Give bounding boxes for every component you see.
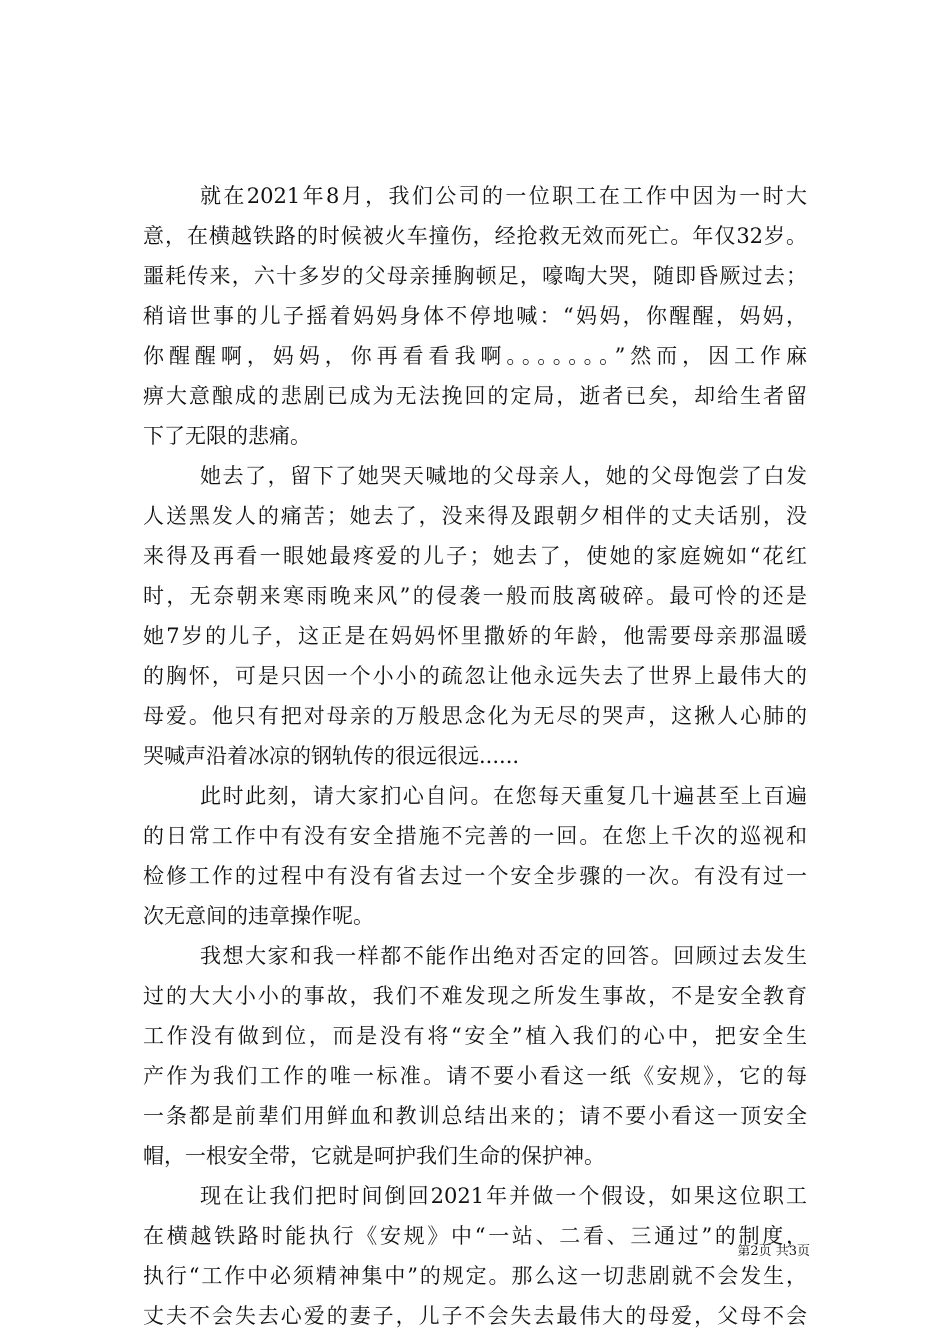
paragraph-2-line-5: 她7岁的儿子，这正是在妈妈怀里撒娇的年龄，他需要母亲那温暖 xyxy=(143,624,807,648)
paragraph-4-line-6: 帽，一根安全带，它就是呵护我们生命的保护神。 xyxy=(143,1144,605,1168)
paragraph-5-line-4: 丈夫不会失去心爱的妻子，儿子不会失去最伟大的母爱，父母不会 xyxy=(143,1304,807,1328)
paragraph-4-line-2: 过的大大小小的事故，我们不难发现之所发生事故，不是安全教育 xyxy=(143,984,807,1008)
paragraph-5-line-3: 执行“工作中必须精神集中”的规定。那么这一切悲剧就不会发生， xyxy=(143,1264,807,1288)
paragraph-2-line-6: 的胸怀，可是只因一个小小的疏忽让他永远失去了世界上最伟大的 xyxy=(143,664,807,688)
paragraph-1-line-4: 稍谙世事的儿子摇着妈妈身体不停地喊：“妈妈，你醒醒，妈妈， xyxy=(143,304,807,328)
paragraph-5-line-1: 现在让我们把时间倒回2021年并做一个假设，如果这位职工 xyxy=(200,1184,807,1208)
paragraph-3-line-2: 的日常工作中有没有安全措施不完善的一回。在您上千次的巡视和 xyxy=(143,824,807,848)
paragraph-5-line-2: 在横越铁路时能执行《安规》中“一站、二看、三通过”的制度， xyxy=(143,1224,807,1248)
paragraph-2-line-1: 她去了，留下了她哭天喊地的父母亲人，她的父母饱尝了白发 xyxy=(200,464,807,488)
paragraph-1-line-3: 噩耗传来，六十多岁的父母亲捶胸顿足，嚎啕大哭，随即昏厥过去； xyxy=(143,264,807,288)
paragraph-1-line-2: 意，在横越铁路的时候被火车撞伤，经抢救无效而死亡。年仅32岁。 xyxy=(143,224,807,248)
paragraph-4-line-1: 我想大家和我一样都不能作出绝对否定的回答。回顾过去发生 xyxy=(200,944,807,968)
paragraph-1-line-6: 痹大意酿成的悲剧已成为无法挽回的定局，逝者已矣，却给生者留 xyxy=(143,384,807,408)
paragraph-2-line-4: 时，无奈朝来寒雨晚来风”的侵袭一般而肢离破碎。最可怜的还是 xyxy=(143,584,807,608)
paragraph-1-line-7: 下了无限的悲痛。 xyxy=(143,424,311,448)
page-number-footer: 第2页 共3页 xyxy=(737,1244,810,1259)
paragraph-4-line-5: 一条都是前辈们用鲜血和教训总结出来的；请不要小看这一顶安全 xyxy=(143,1104,807,1128)
paragraph-2-line-8: 哭喊声沿着冰凉的钢轨传的很远很远...... xyxy=(143,744,520,768)
paragraph-3-line-3: 检修工作的过程中有没有省去过一个安全步骤的一次。有没有过一 xyxy=(143,864,807,888)
paragraph-1-line-5: 你醒醒啊，妈妈，你再看看我啊。。。。。。。”然而，因工作麻 xyxy=(143,344,807,368)
paragraph-4-line-3: 工作没有做到位，而是没有将“安全”植入我们的心中，把安全生 xyxy=(143,1024,807,1048)
paragraph-3-line-4: 次无意间的违章操作呢。 xyxy=(143,904,374,928)
paragraph-2-line-7: 母爱。他只有把对母亲的万般思念化为无尽的哭声，这揪人心肺的 xyxy=(143,704,807,728)
paragraph-2-line-3: 来得及再看一眼她最疼爱的儿子；她去了，使她的家庭婉如“花红 xyxy=(143,544,807,568)
paragraph-1-line-1: 就在2021年8月，我们公司的一位职工在工作中因为一时大 xyxy=(200,184,807,208)
paragraph-2-line-2: 人送黑发人的痛苦；她去了，没来得及跟朝夕相伴的丈夫话别，没 xyxy=(143,504,807,528)
paragraph-4-line-4: 产作为我们工作的唯一标准。请不要小看这一纸《安规》，它的每 xyxy=(143,1064,807,1088)
paragraph-3-line-1: 此时此刻，请大家扪心自问。在您每天重复几十遍甚至上百遍 xyxy=(200,784,807,808)
